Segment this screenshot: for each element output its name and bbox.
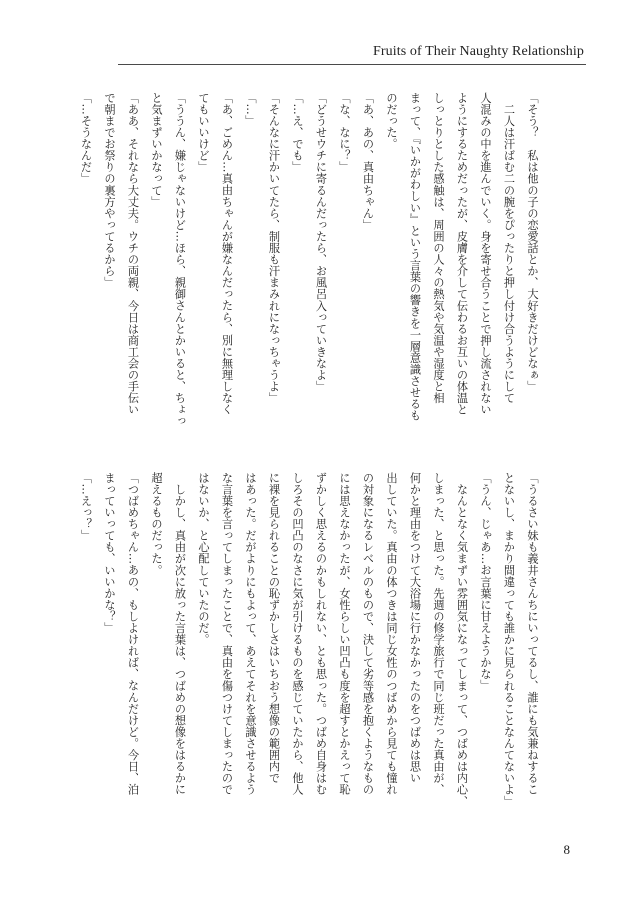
- text-line: 人混みの中を進んでいく。身を寄せ合うことで押し流されない: [479, 92, 492, 416]
- text-line: 「そう？ 私は他の子の恋愛話とか、大好きだけどなぁ」: [526, 92, 539, 393]
- text-line: しまった、と思った。先週の修学旅行で同じ班だった真由が、: [432, 472, 445, 796]
- text-line: ずかしく思えるのかもしれない、とも思った。つばめ自身はむ: [314, 472, 328, 796]
- text-line: に裸を見られることの恥ずかしさはいちおう想像の範囲内で: [267, 472, 281, 784]
- text-line: 「うるさい妹も義井さんちにいってるし、誰にも気兼ねするこ: [526, 472, 539, 796]
- text-line: しろその凹凸のなさに気が引けるものを感じていたから、他人: [291, 472, 304, 796]
- text-line: ようにするためだったが、皮膚を介して伝わるお互いの体温と: [455, 92, 469, 416]
- text-line: なんとなく気まずい雰囲気になってしまって、つばめは内心、: [455, 472, 469, 807]
- text-line: 「つばめちゃん…あの、もしよければ、なんだけど。今日、泊: [126, 472, 140, 796]
- text-line: 「な、なに？」: [338, 92, 351, 173]
- text-line: まっていっても、いいかな？」: [103, 472, 116, 634]
- text-line: な言葉を言ってしまったことで、真由を傷つけてしまったので: [220, 472, 234, 796]
- page-number: 8: [563, 842, 570, 857]
- text-line: まって、『いかがわしい』という言葉の響きを一層意識させるも: [408, 92, 422, 422]
- text-line: 「あ、あの、真由ちゃん」: [361, 92, 375, 231]
- text-line: 二人は汗ばむ二の腕をぴったりと押し付け合うようにして: [502, 92, 516, 404]
- text-line: 「うん、じゃあ…お言葉に甘えようかな」: [479, 472, 492, 692]
- text-line: 超えるものだった。: [150, 472, 163, 576]
- text-line: で朝までお祭りの裏方やってるから」: [103, 92, 116, 289]
- running-title: Fruits of Their Naughty Relationship: [373, 44, 584, 59]
- text-line: はあった。だがよりにもよって、あえてそれを意識させるよう: [244, 472, 257, 796]
- text-line: の対象になるレベルのもので、決して劣等感を抱くようなもの: [361, 472, 375, 796]
- text-line: はないか、と心配していたのだ。: [197, 472, 210, 646]
- text-line: と気まずいかなって」: [150, 92, 163, 208]
- upper-text-block: [79, 92, 544, 464]
- text-line: しっとりとした感触は、周囲の人々の熱気や気温や湿度と相: [432, 92, 445, 404]
- text-line: 出していた。真由の体つきは同じ女性のつばめから見ても憧れ: [385, 472, 398, 796]
- text-line: とないし、まかり間違っても誰かに見られることなんてないよ」: [502, 472, 516, 807]
- text-line: 「ああ、それなら大丈夫。ウチの両親、今日は商工会の手伝い: [126, 92, 140, 416]
- text-line: しかし、真由が次に放った言葉は、つばめの想像をはるかに: [173, 472, 187, 796]
- text-line: 「ううん、嫌じゃないけど…ほら、親御さんとかいると、ちょっ: [173, 92, 187, 427]
- text-line: 「…えっ？」: [79, 472, 93, 542]
- text-line: 「そんなに汗かいてたら、制服も汗まみれになっちゃうよ」: [267, 92, 281, 404]
- text-line: のだった。: [385, 92, 398, 150]
- lower-text-block: [79, 472, 544, 852]
- text-line: 「…そうなんだ」: [79, 92, 93, 185]
- text-line: 「…」: [244, 92, 257, 127]
- header-rule: [118, 64, 586, 65]
- text-line: 「どうせウチに寄るんだったら、お風呂入っていきなよ」: [314, 92, 328, 393]
- text-line: 何かと理由をつけて大浴場に行かなかったのをつばめは思い: [408, 472, 422, 784]
- text-line: 「…え、でも」: [291, 92, 304, 173]
- text-line: てもいいけど」: [197, 92, 210, 173]
- text-line: には思えなかったが、女性らしい凹凸も度を超すとかえって恥: [338, 472, 351, 796]
- text-line: 「あ、ごめん…真由ちゃんが嫌なんだったら、別に無理しなく: [220, 92, 234, 416]
